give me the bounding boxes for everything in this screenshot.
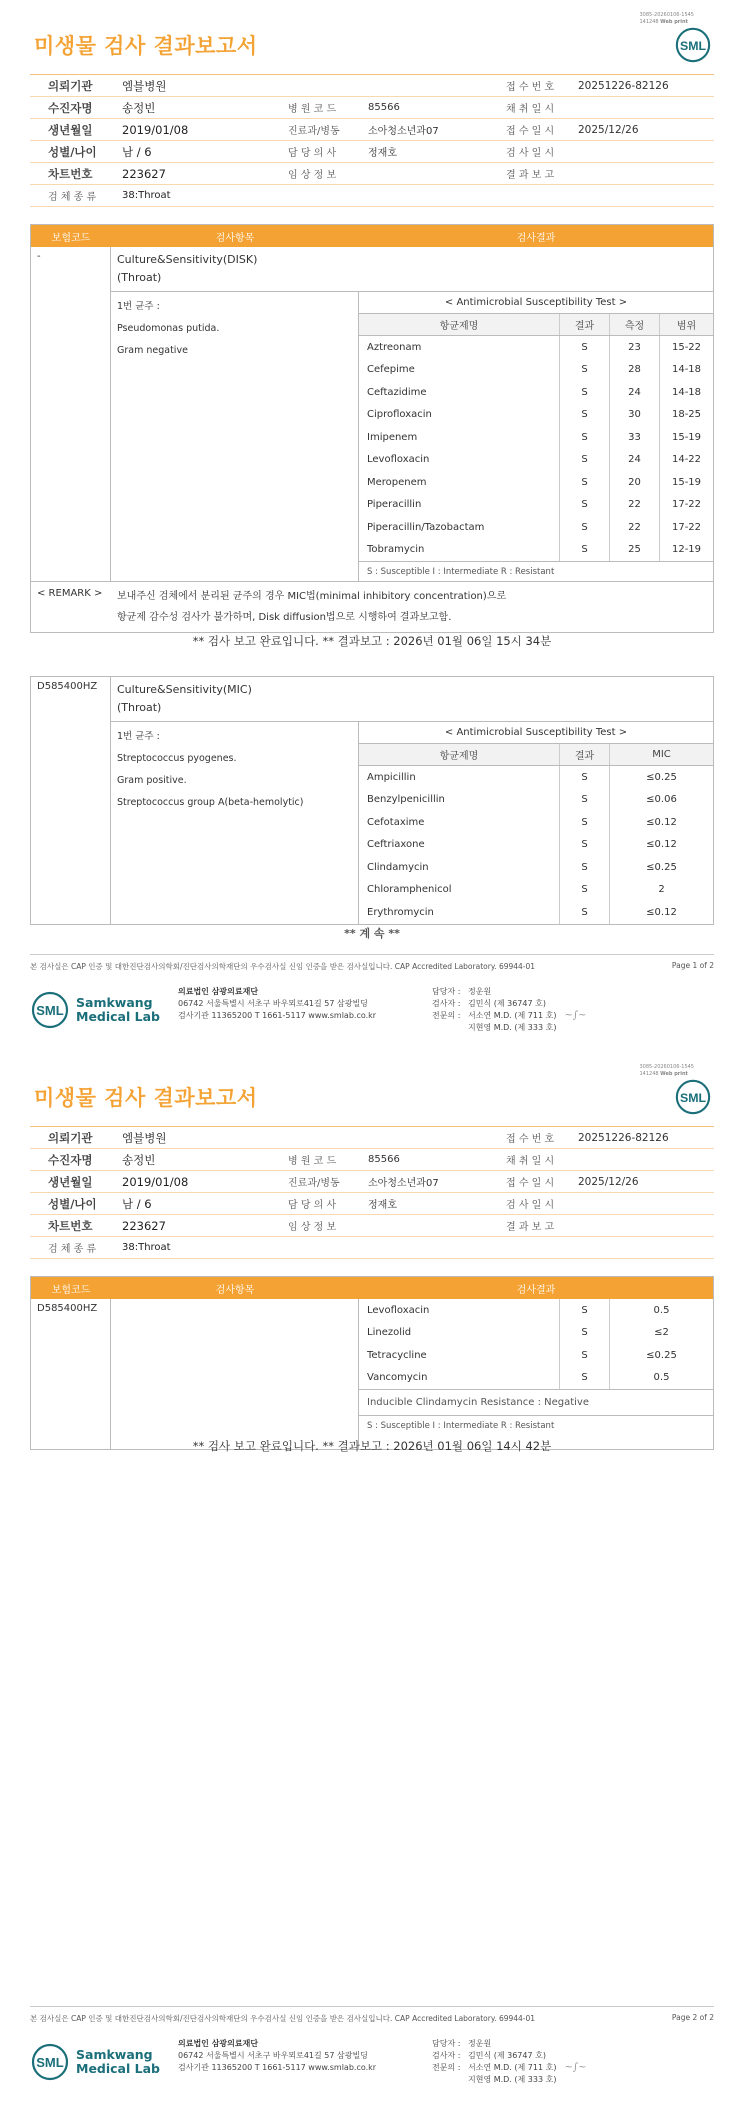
mic-block (31, 677, 713, 924)
ast-row: Linezolid S ≤2 (359, 1322, 713, 1345)
signature-icon: ~∫~ (564, 1010, 587, 1021)
insurance-code: - (31, 247, 111, 581)
lab-logo: SML Samkwang Medical Lab (30, 986, 170, 1034)
column-header: 보험코드 검사항목 검사결과 (31, 1277, 713, 1299)
ast-row: Tetracycline S ≤0.25 (359, 1344, 713, 1367)
svg-text:SML: SML (36, 2055, 64, 2070)
ast-row: Cefotaxime S ≤0.12 (359, 811, 713, 834)
mic-result-table (30, 676, 714, 925)
ast-row: Erythromycin S ≤0.12 (359, 901, 713, 924)
ast-row: Aztreonam S 23 15-22 (359, 336, 713, 359)
header-row: 성별/나이 남 / 6 담 당 의 사 정재호 검 사 일 시 (30, 141, 714, 163)
column-header: 보험코드 검사항목 검사결과 (31, 225, 713, 247)
report-title: 미생물 검사 결과보고서 (34, 34, 258, 58)
print-code: 3085-20260106-1545 141248 Web print (639, 1064, 694, 1077)
ast-row: Levofloxacin S 0.5 (359, 1299, 713, 1322)
organism-info: 1번 균주 : Pseudomonas putida. Gram negative (111, 292, 359, 581)
ast-head: 항균제명 결과 MIC (359, 744, 713, 766)
header-row: 생년월일 2019/01/08 진료과/병동 소아청소년과07 접 수 일 시 2025/12/26 (30, 1171, 714, 1193)
ast-row: Tobramycin S 25 12-19 (359, 539, 713, 562)
ast-head: 항균제명 결과 측정 범위 (359, 314, 713, 336)
ast-row: Cefepime S 28 14-18 (359, 359, 713, 382)
lab-logo: SML Samkwang Medical Lab (30, 2038, 170, 2086)
ast-row: Ciprofloxacin S 30 18-25 (359, 404, 713, 427)
organism-info (111, 1299, 359, 1449)
ast-table: < Antimicrobial Susceptibility Test > 항균제명 결과 측정 범위 Aztreonam S 23 15-22 Cefepime S 28 14-18 Ceftazidime S 24 14-18 Ciprofloxacin S 30 18-25 Imipenem S 33 15-19 Levofloxacin S 24 14-22 Meropenem S 20 15-19 Piperacillin S 22 17-22 Piperacillin/Tazobactam S 22 17-22 Tobramycin S 25 12-19 S : Susceptible I : Intermediate R : Resistant (359, 292, 713, 581)
ast-row: Ceftriaxone S ≤0.12 (359, 834, 713, 857)
page-footer (30, 954, 714, 1034)
sml-footer-logo-icon (30, 990, 70, 1030)
ast-row: Ceftazidime S 24 14-18 (359, 381, 713, 404)
organism-info: 1번 균주 : Streptococcus pyogenes. Gram positive. Streptococcus group A(beta-hemolytic) (111, 722, 359, 924)
lab-staff: 담당자 : 정운원 검사자 : 김민식 (제 36747 호) 전문의 : 서소연 M.D. (제 711 호) ~∫~ 지현영 M.D. (제 333 호) (432, 2039, 587, 2084)
sml-logo-icon (674, 1078, 712, 1116)
ast-row: Clindamycin S ≤0.25 (359, 856, 713, 879)
cert-text: 본 검사실은 CAP 인증 및 대한진단검사의학회/진단검사의학재단의 우수검사실 신임 인증을 받은 검사실입니다. CAP Accredited Laboratory. 69944-01 (30, 962, 536, 971)
insurance-code: D585400HZ (31, 677, 111, 924)
ast-row: Piperacillin S 22 17-22 (359, 494, 713, 517)
remark: < REMARK > 보내주신 검체에서 분리된 균주의 경우 MIC법(minimal inhibitory concentration)으로 항균제 감수성 검사가 불가하며, Disk diffusion법으로 시행하여 결과보고함. (31, 581, 713, 632)
ast-row: Vancomycin S 0.5 (359, 1367, 713, 1390)
lab-staff: 담당자 : 정운원 검사자 : 김민식 (제 36747 호) 전문의 : 서소연 M.D. (제 711 호) ~∫~ 지현영 M.D. (제 333 호) (432, 987, 587, 1032)
svg-text:SML: SML (679, 38, 707, 53)
ast-row: Imipenem S 33 15-19 (359, 426, 713, 449)
sml-logo-icon (674, 26, 712, 64)
continued-marker: ** 계 속 ** (344, 927, 400, 940)
page-footer (30, 2006, 714, 2086)
specimen-row: 검 체 종 류 38:Throat (30, 1237, 714, 1259)
print-code: 3085-20260106-1545 141248 Web print (639, 12, 694, 25)
ast-row: Meropenem S 20 15-19 (359, 471, 713, 494)
mic-continued-table (30, 1276, 714, 1450)
page-number: Page 1 of 2 (671, 961, 714, 970)
header-row: 수진자명 송정빈 병 원 코 드 85566 채 취 일 시 (30, 1149, 714, 1171)
header-row: 성별/나이 남 / 6 담 당 의 사 정재호 검 사 일 시 (30, 1193, 714, 1215)
insurance-code: D585400HZ (31, 1299, 111, 1449)
report-complete-line: ** 검사 보고 완료입니다. ** 결과보고 : 2026년 01월 06일 14시 42분 (192, 1439, 552, 1453)
disk-block (31, 247, 713, 581)
patient-header (30, 74, 714, 207)
header-row: 차트번호 223627 임 상 정 보 결 과 보 고 (30, 1215, 714, 1237)
signature-icon: ~∫~ (564, 2062, 587, 2073)
disk-result-table (30, 224, 714, 633)
report-page-2 (0, 1052, 744, 2104)
ast-table (359, 1299, 713, 1449)
header-row: 생년월일 2019/01/08 진료과/병동 소아청소년과07 접 수 일 시 2025/12/26 (30, 119, 714, 141)
svg-text:SML: SML (679, 1090, 707, 1105)
report-title: 미생물 검사 결과보고서 (34, 1086, 258, 1110)
ast-table: < Antimicrobial Susceptibility Test > 항균제명 결과 MIC Ampicillin S ≤0.25 Benzylpenicillin S ≤0.06 Cefotaxime S ≤0.12 Ceftriaxone S ≤0.12 Clindamycin S ≤0.25 Chloramphenicol S 2 Erythromycin S ≤0.12 (359, 722, 713, 924)
sir-legend: S : Susceptible I : Intermediate R : Resistant (359, 1415, 713, 1435)
header-row: 차트번호 223627 임 상 정 보 결 과 보 고 (30, 163, 714, 185)
svg-text:SML: SML (36, 1003, 64, 1018)
ast-row: Ampicillin S ≤0.25 (359, 766, 713, 789)
lab-address: 의료법인 삼광의료재단 06742 서울특별시 서초구 바우뫼로41길 57 삼광빌딩 검사기관 11365200 T 1661-5117 www.smlab.co.kr (178, 2039, 377, 2072)
test-name: Culture&Sensitivity(MIC) (Throat) (111, 677, 713, 722)
report-complete-line: ** 검사 보고 완료입니다. ** 결과보고 : 2026년 01월 06일 15시 34분 (192, 634, 552, 648)
lab-address: 의료법인 삼광의료재단 06742 서울특별시 서초구 바우뫼로41길 57 삼광빌딩 검사기관 11365200 T 1661-5117 www.smlab.co.kr (178, 987, 377, 1020)
specimen-row: 검 체 종 류 38:Throat (30, 185, 714, 207)
sir-legend: S : Susceptible I : Intermediate R : Resistant (359, 561, 713, 581)
header-row: 의뢰기관 엠블병원 접 수 번 호 20251226-82126 (30, 75, 714, 97)
test-name: Culture&Sensitivity(DISK) (Throat) (111, 247, 713, 292)
header-row: 수진자명 송정빈 병 원 코 드 85566 채 취 일 시 (30, 97, 714, 119)
ast-row: Chloramphenicol S 2 (359, 879, 713, 902)
ast-row: Benzylpenicillin S ≤0.06 (359, 789, 713, 812)
page-number: Page 2 of 2 (671, 2013, 714, 2022)
mic-block (31, 1299, 713, 1449)
patient-header (30, 1126, 714, 1259)
inducible-clindamycin: Inducible Clindamycin Resistance : Negative (359, 1389, 713, 1415)
sml-footer-logo-icon (30, 2042, 70, 2082)
ast-row: Levofloxacin S 24 14-22 (359, 449, 713, 472)
ast-row: Piperacillin/Tazobactam S 22 17-22 (359, 516, 713, 539)
header-row: 의뢰기관 엠블병원 접 수 번 호 20251226-82126 (30, 1127, 714, 1149)
cert-text: 본 검사실은 CAP 인증 및 대한진단검사의학회/진단검사의학재단의 우수검사실 신임 인증을 받은 검사실입니다. CAP Accredited Laboratory. 69944-01 (30, 2014, 536, 2023)
